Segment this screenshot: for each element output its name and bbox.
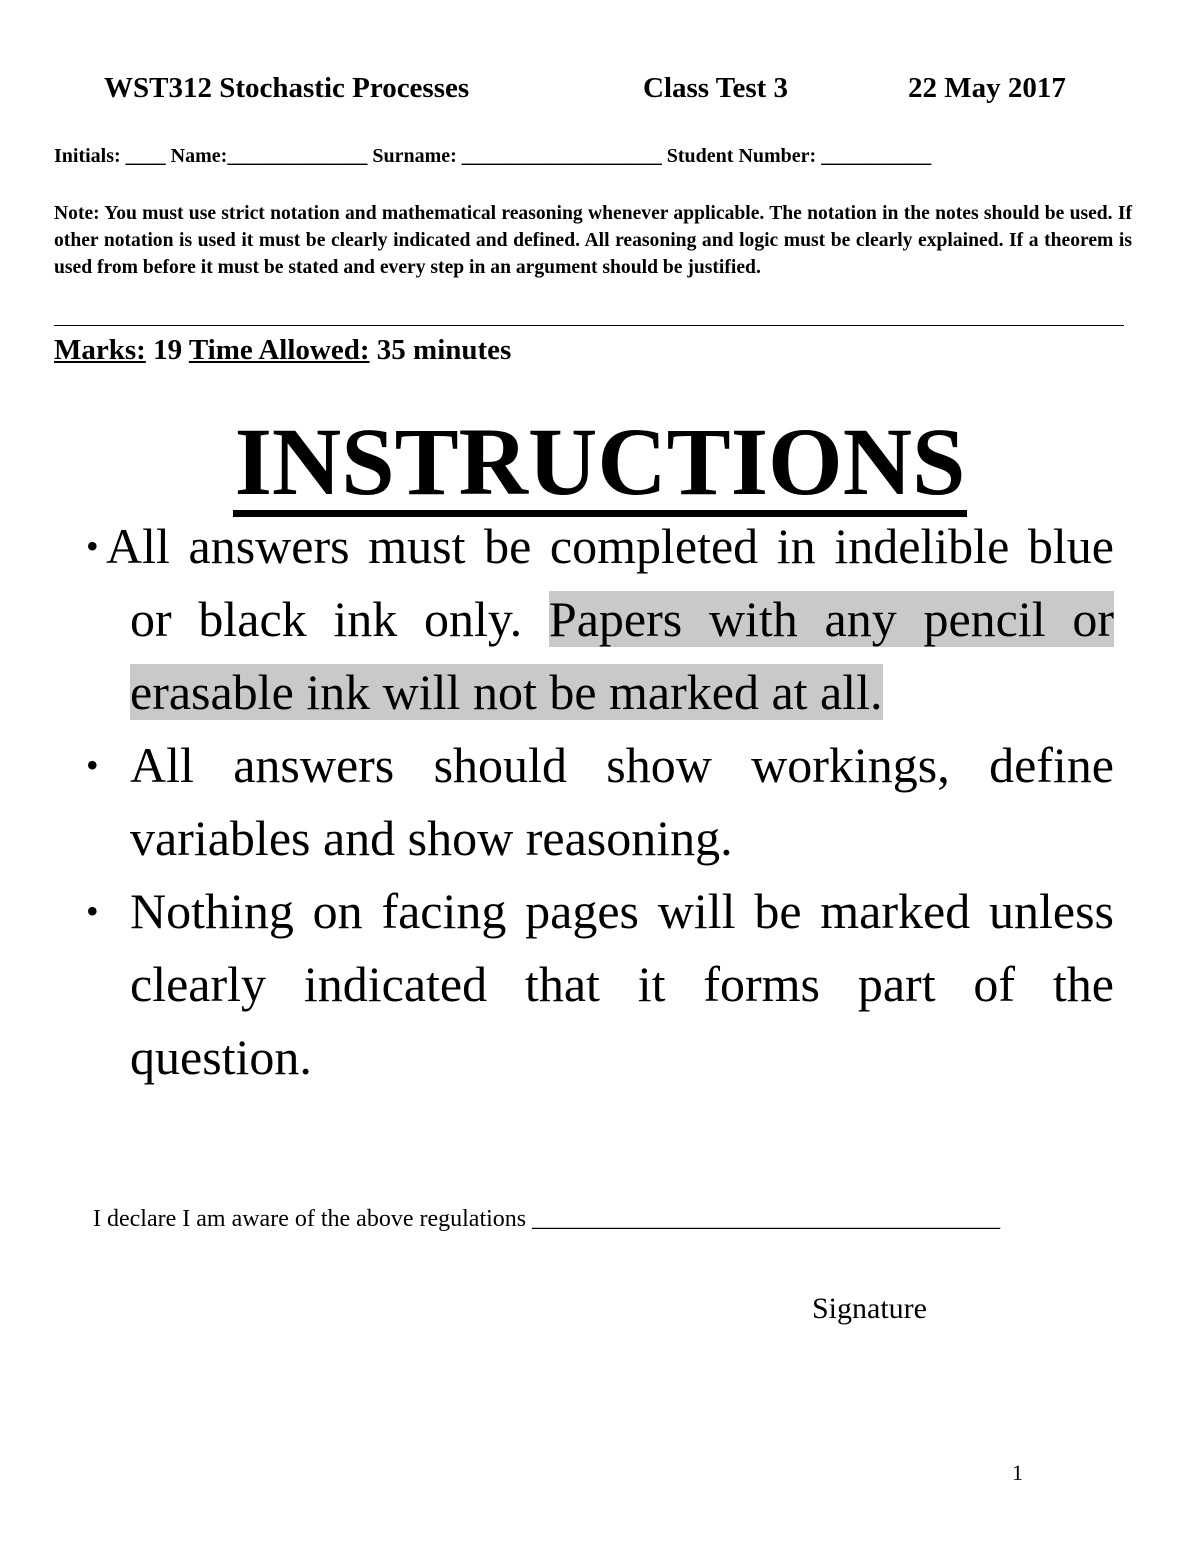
test-date: 22 May 2017 [908, 72, 1066, 104]
student-details-fields: Initials: ____ Name:______________ Surname: ____________________ Student Number: ___________ [54, 145, 932, 167]
instruction-item-workings [80, 729, 1114, 875]
bullet-icon: • [86, 745, 99, 785]
marks-time-line [54, 334, 511, 367]
marks-value: 19 [145, 334, 189, 366]
page-number: 1 [1012, 1460, 1023, 1485]
instruction-item-facing-pages [80, 875, 1114, 1094]
test-name: Class Test 3 [643, 72, 789, 104]
time-allowed-label: Time Allowed: [188, 334, 370, 366]
instructions-heading [0, 406, 1200, 518]
declaration-line: I declare I am aware of the above regulations _______________________________________ [93, 1206, 1001, 1232]
horizontal-divider [54, 325, 1124, 326]
course-title: WST312 Stochastic Processes [104, 72, 470, 104]
marks-label: Marks: [54, 334, 146, 366]
instruction-ink-text: All answers must be completed in indelible blue or black ink only. [106, 518, 1114, 647]
instructions-heading-text: INSTRUCTIONS [234, 408, 966, 515]
instructions-list [80, 510, 1114, 1094]
bullet-icon: • [86, 891, 99, 931]
instruction-workings-text: All answers should show workings, define variables and show reasoning. [130, 737, 1114, 866]
time-allowed-value: 35 minutes [369, 334, 512, 366]
bullet-icon: • [86, 526, 99, 566]
instruction-ink-highlight: Papers with any pencil or erasable ink will not be marked at all. [130, 591, 1115, 720]
instruction-facing-pages-text: Nothing on facing pages will be marked unless clearly indicated that it forms part of the question. [130, 883, 1114, 1085]
signature-label: Signature [812, 1292, 927, 1325]
note-paragraph: Note: You must use strict notation and mathematical reasoning whenever applicable. The notation in the notes should be used. If other notation is used it must be clearly indicated and defined. All reasoning and logic must be clearly explained. If a theorem is used from before it must be stated and every step in an argument should be justified. [54, 203, 1132, 278]
instruction-item-ink [80, 510, 1114, 729]
